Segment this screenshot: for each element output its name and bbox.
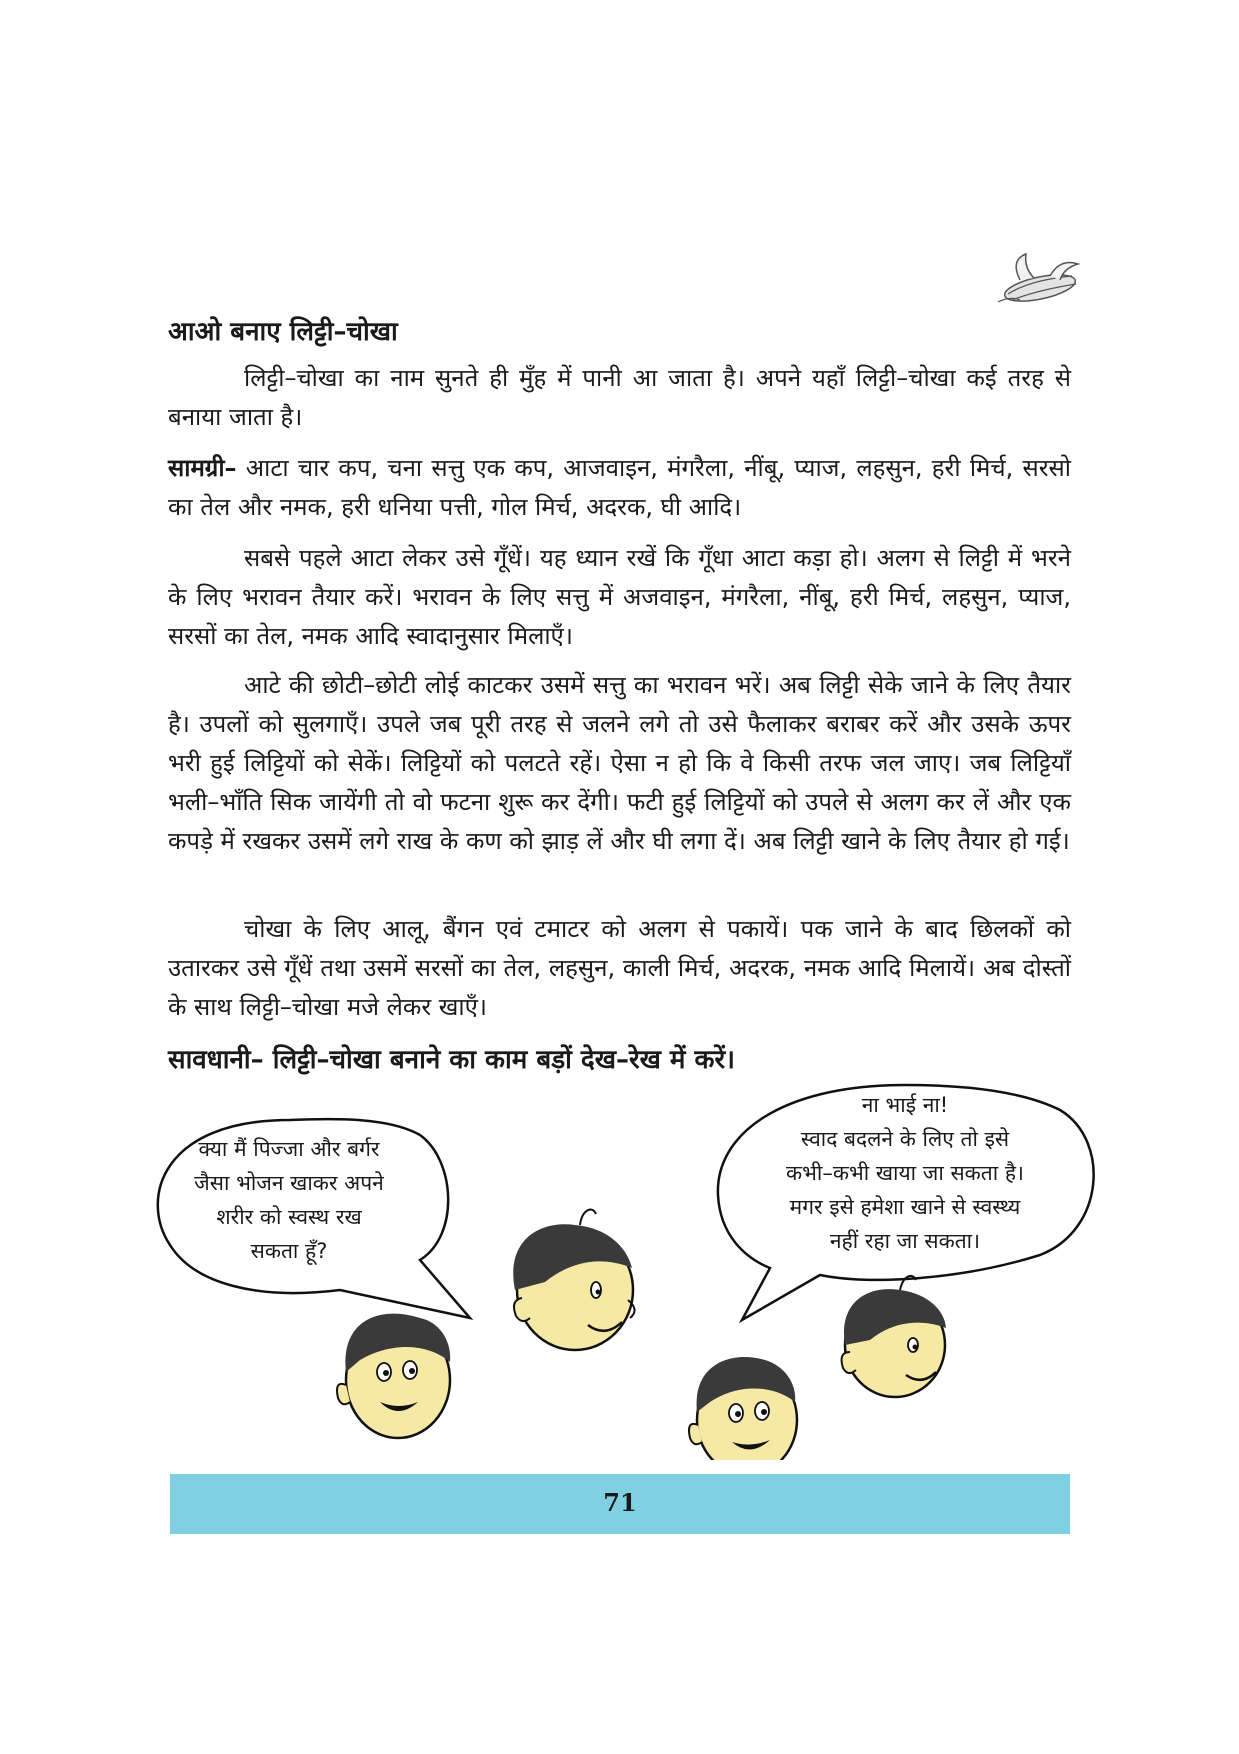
bubble-line: नहीं रहा जा सकता। (829, 1229, 981, 1253)
boy-face-1 (337, 1314, 450, 1438)
caution-note: सावधानी– लिट्टी–चोखा बनाने का काम बड़ों देख–रेख में करें। (168, 1045, 735, 1075)
intro-paragraph: लिट्टी–चोखा का नाम सुनते ही मुँह में पानी आ जाता है। अपने यहाँ लिट्टी–चोखा कई तरह से बनाया जाता है। (168, 364, 1071, 431)
ingredients-paragraph (168, 449, 1071, 527)
boy-face-4 (842, 1276, 946, 1397)
page-number: 71 (603, 1488, 637, 1517)
bubble-line: ना भाई ना! (861, 1093, 949, 1117)
boy-face-3 (689, 1357, 797, 1460)
step1-paragraph: सबसे पहले आटा लेकर उसे गूँधें। यह ध्यान रखें कि गूँधा आटा कड़ा हो। अलग से लिट्टी में भरने के लिए भरावन तैयार करें। भरावन के लिए सत्तु में अजवाइन, मंगरैला, नींबू, हरी मिर्च, लहसुन, प्याज, सरसों का तेल, नमक आदि स्वादानुसार मिलाएँ। (168, 544, 1071, 650)
speech-bubble-right-text (740, 1088, 1070, 1258)
footer-band (170, 1474, 1070, 1534)
bubble-line: जैसा भोजन खाकर अपने (194, 1171, 384, 1195)
section-heading: आओ बनाए लिट्टी–चोखा (168, 317, 398, 347)
speech-bubble-left-text (158, 1132, 420, 1268)
boy-face-2 (513, 1210, 634, 1350)
bubble-line: सकता हूँ? (250, 1239, 328, 1263)
bubble-line: मगर इसे हमेशा खाने से स्वस्थ्य (789, 1195, 1021, 1219)
bubble-line: शरीर को स्वस्थ रख (216, 1205, 362, 1229)
step2-paragraph: आटे की छोटी–छोटी लोई काटकर उसमें सत्तु का भरावन भरें। अब लिट्टी सेके जाने के लिए तैयार है। उपलों को सुलगाएँ। उपले जब पूरी तरह से जलने लगे तो उसे फैलाकर बराबर करें और उसके ऊपर भरी हुई लिट्टियों को सेकें। लिट्टियों को पलटते रहें। ऐसा न हो कि वे किसी तरफ जल जाए। जब लिट्टियाँ भली–भाँति सिक जायेंगी तो वो फटना शुरू कर देंगी। फटी हुई लिट्टियों को उपले से अलग कर लें और एक कपड़े में रखकर उसमें लगे राख के कण को झाड़ लें और घी लगा दें। अब लिट्टी खाने के लिए तैयार हो गई। (168, 671, 1071, 855)
bubble-line: स्वाद बदलने के लिए तो इसे (800, 1127, 1010, 1151)
bubble-line: क्या मैं पिज्जा और बर्गर (198, 1137, 380, 1161)
corn-icon (990, 250, 1085, 310)
ingredients-label: सामग्री– (168, 454, 237, 482)
ingredients-text: आटा चार कप, चना सत्तु एक कप, आजवाइन, मंगरैला, नींबू, प्याज, लहसुन, हरी मिर्च, सरसो का तेल और नमक, हरी धनिया पत्ती, गोल मिर्च, अदरक, घी आदि। (168, 454, 1071, 521)
bubble-line: कभी–कभी खाया जा सकता है। (786, 1161, 1024, 1185)
step3-paragraph: चोखा के लिए आलू, बैंगन एवं टमाटर को अलग से पकायें। पक जाने के बाद छिलकों को उतारकर उसे गूँधें तथा उसमें सरसों का तेल, लहसुन, काली मिर्च, अदरक, नमक आदि मिलायें। अब दोस्तों के साथ लिट्टी–चोखा मजे लेकर खाएँ। (168, 915, 1071, 1021)
